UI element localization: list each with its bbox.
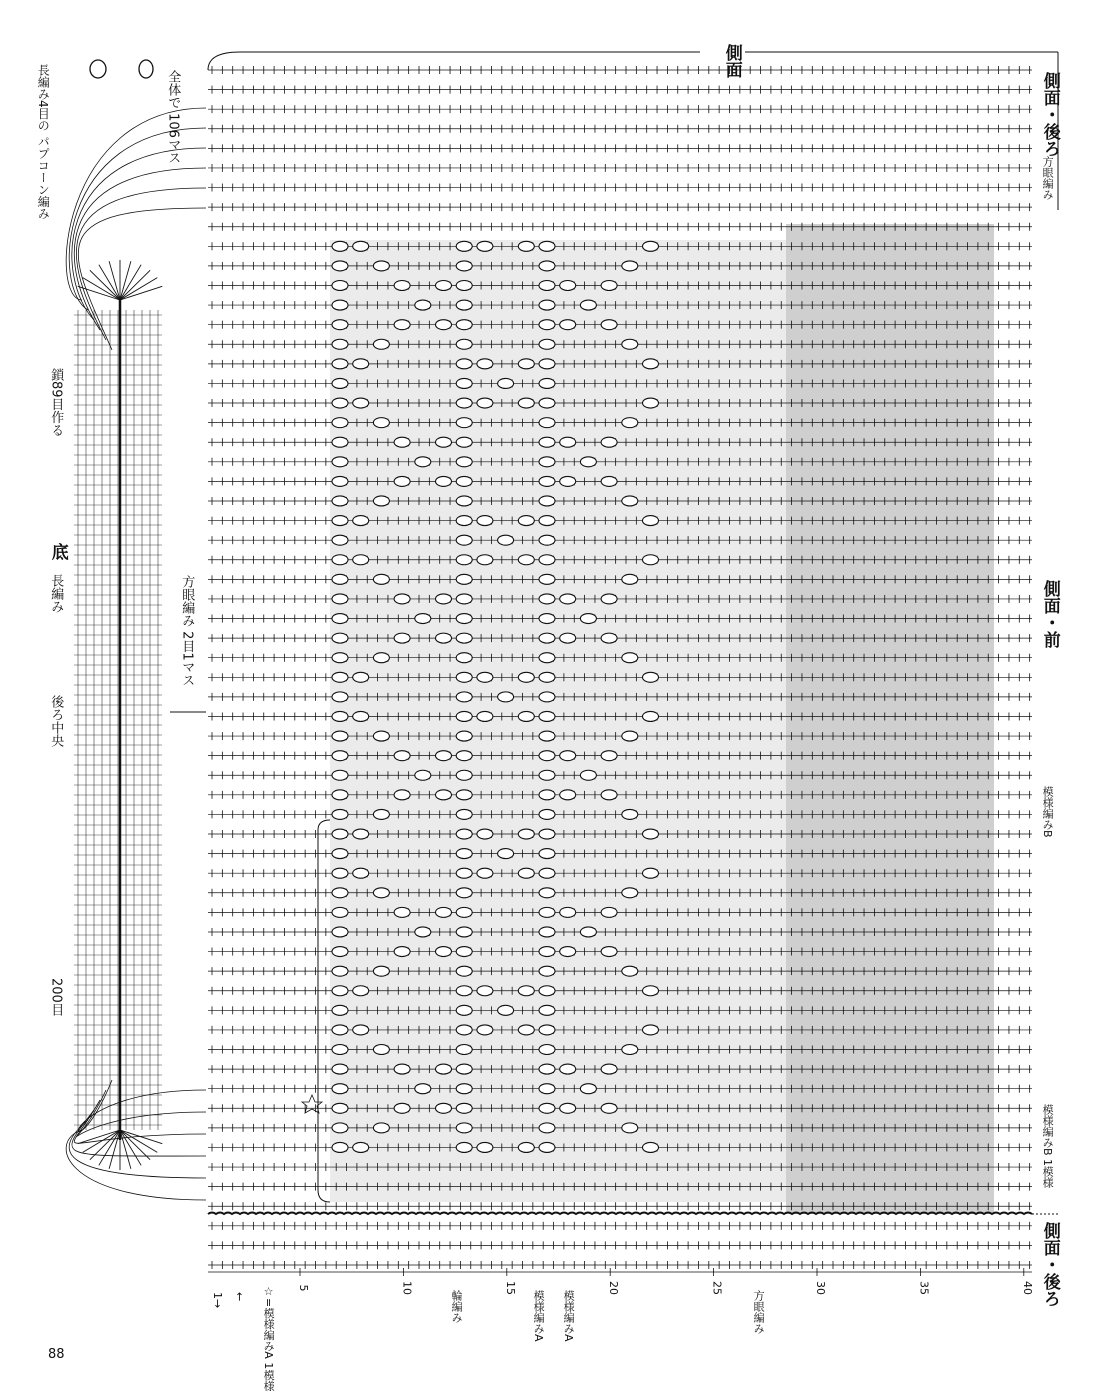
pattern-b-shade: [786, 224, 994, 1214]
